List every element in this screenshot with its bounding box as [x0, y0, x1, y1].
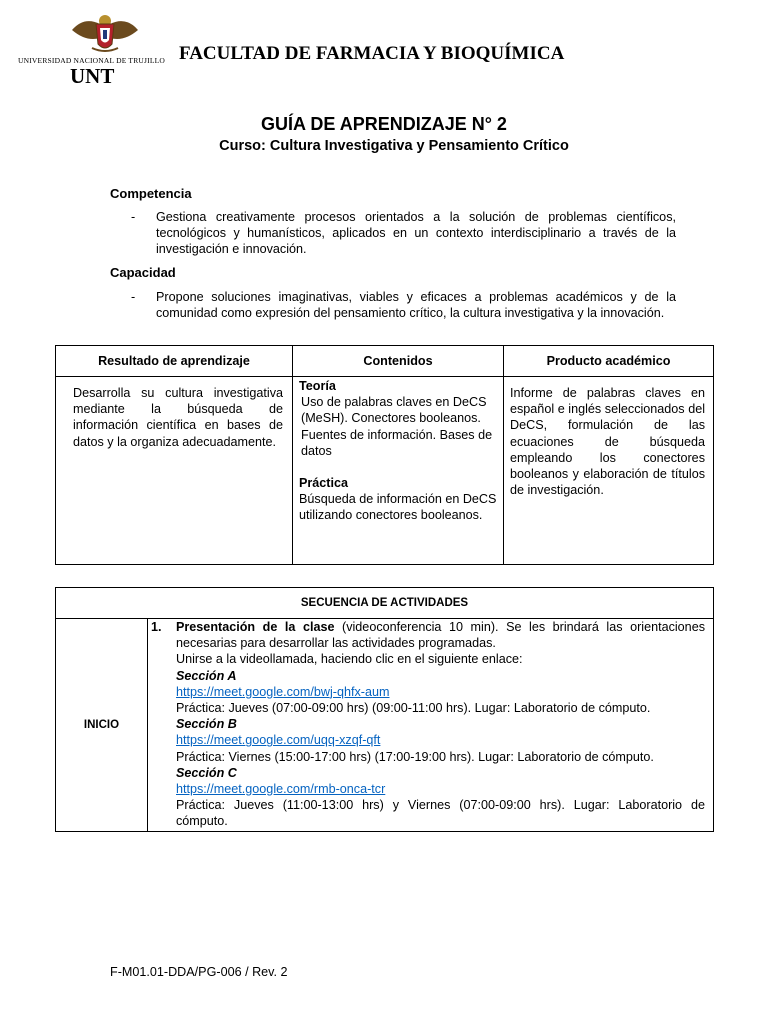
- competencia-text: Gestiona creativamente procesos orientados a la solución de problemas científicos, tecnológicos y humanísticos, aplicados en un contexto interdisciplinario a través de la investigación e innovación.: [156, 210, 676, 257]
- page-title: GUÍA DE APRENDIZAJE N° 2: [261, 114, 507, 134]
- header-contenidos: Contenidos: [293, 346, 504, 377]
- section-b-meet-link[interactable]: https://meet.google.com/uqq-xzqf-qft: [176, 733, 381, 748]
- section-a-meet-link[interactable]: https://meet.google.com/bwj-qhfx-aum: [176, 684, 390, 699]
- resultado-cell: [56, 377, 293, 565]
- practica-label: Práctica: [299, 476, 349, 491]
- phase-label: INICIO: [56, 619, 148, 832]
- activities-table: [55, 587, 714, 832]
- header-producto: Producto académico: [504, 346, 714, 377]
- section-c-schedule: Práctica: Jueves (11:00-13:00 hrs) y Viernes (07:00-09:00 hrs). Lugar: Laboratorio de cómputo.: [176, 798, 705, 829]
- resultado-text: Desarrolla su cultura investigativa mediante la búsqueda de información científica en bases de datos y la organiza adecuadamente.: [73, 386, 283, 449]
- university-name: UNIVERSIDAD NACIONAL DE TRUJILLO: [18, 56, 166, 65]
- document-code-footer: F-M01.01-DDA/PG-006 / Rev. 2: [110, 965, 288, 979]
- faculty-title: FACULTAD DE FARMACIA Y BIOQUÍMICA: [179, 43, 565, 64]
- teoria-label: Teoría: [299, 379, 336, 393]
- producto-text: Informe de palabras claves en español e inglés seleccionados del DeCS, formulación de las ecuaciones de búsqueda empleando los conectores booleanos y elaboración de títulos de investigación.: [510, 386, 705, 498]
- competencia-label: Competencia: [110, 186, 192, 201]
- section-c-label: Sección C: [176, 765, 237, 780]
- table-header-row: [56, 346, 714, 377]
- contenidos-cell: [293, 377, 504, 565]
- university-logo: [18, 12, 173, 90]
- table-row: [56, 619, 714, 832]
- join-instruction: Unirse a la videollamada, haciendo clic en el siguiente enlace:: [176, 652, 523, 667]
- section-b-label: Sección B: [176, 717, 237, 732]
- table-header-row: [56, 588, 714, 619]
- capacidad-text: Propone soluciones imaginativas, viables y eficaces a problemas académicos y de la comunidad como expresión del pensamiento crítico, la cultura investigativa y la innovación.: [156, 290, 676, 321]
- activity-number: 1.: [151, 620, 162, 634]
- bullet-dash: -: [131, 210, 136, 224]
- learning-outcomes-table: [55, 345, 714, 565]
- university-acronym: UNT: [70, 64, 115, 88]
- competencia-item: [131, 209, 676, 259]
- capacidad-item: [131, 289, 676, 339]
- header-resultado: Resultado de aprendizaje: [56, 346, 293, 377]
- activity-intro: [176, 619, 705, 651]
- teoria-text: Uso de palabras claves en DeCS (MeSH). Conectores booleanos. Fuentes de información. Bases de datos: [301, 395, 493, 458]
- table-row: [56, 377, 714, 565]
- activities-header: SECUENCIA DE ACTIVIDADES: [56, 588, 714, 619]
- activity-cell: [148, 619, 714, 832]
- university-seal-icon: [70, 12, 140, 56]
- activity-title: Presentación de la clase: [176, 620, 335, 634]
- section-c-meet-link[interactable]: https://meet.google.com/rmb-onca-tcr: [176, 782, 386, 797]
- section-b-schedule: Práctica: Viernes (15:00-17:00 hrs) (17:00-19:00 hrs). Lugar: Laboratorio de cómputo.: [176, 749, 654, 764]
- bullet-dash: -: [131, 290, 136, 304]
- practica-text: Búsqueda de información en DeCS utilizando conectores booleanos.: [299, 492, 497, 523]
- activity-description: (videoconferencia 10 min). Se les brindará las orientaciones necesarias para desarrollar las actividades programadas.: [176, 620, 705, 651]
- section-a-schedule: Práctica: Jueves (07:00-09:00 hrs) (09:00-11:00 hrs). Lugar: Laboratorio de cómputo.: [176, 701, 651, 716]
- section-a-label: Sección A: [176, 668, 237, 683]
- capacidad-label: Capacidad: [110, 265, 176, 280]
- course-subtitle: Curso: Cultura Investigativa y Pensamiento Crítico: [219, 138, 569, 154]
- producto-cell: [504, 377, 714, 565]
